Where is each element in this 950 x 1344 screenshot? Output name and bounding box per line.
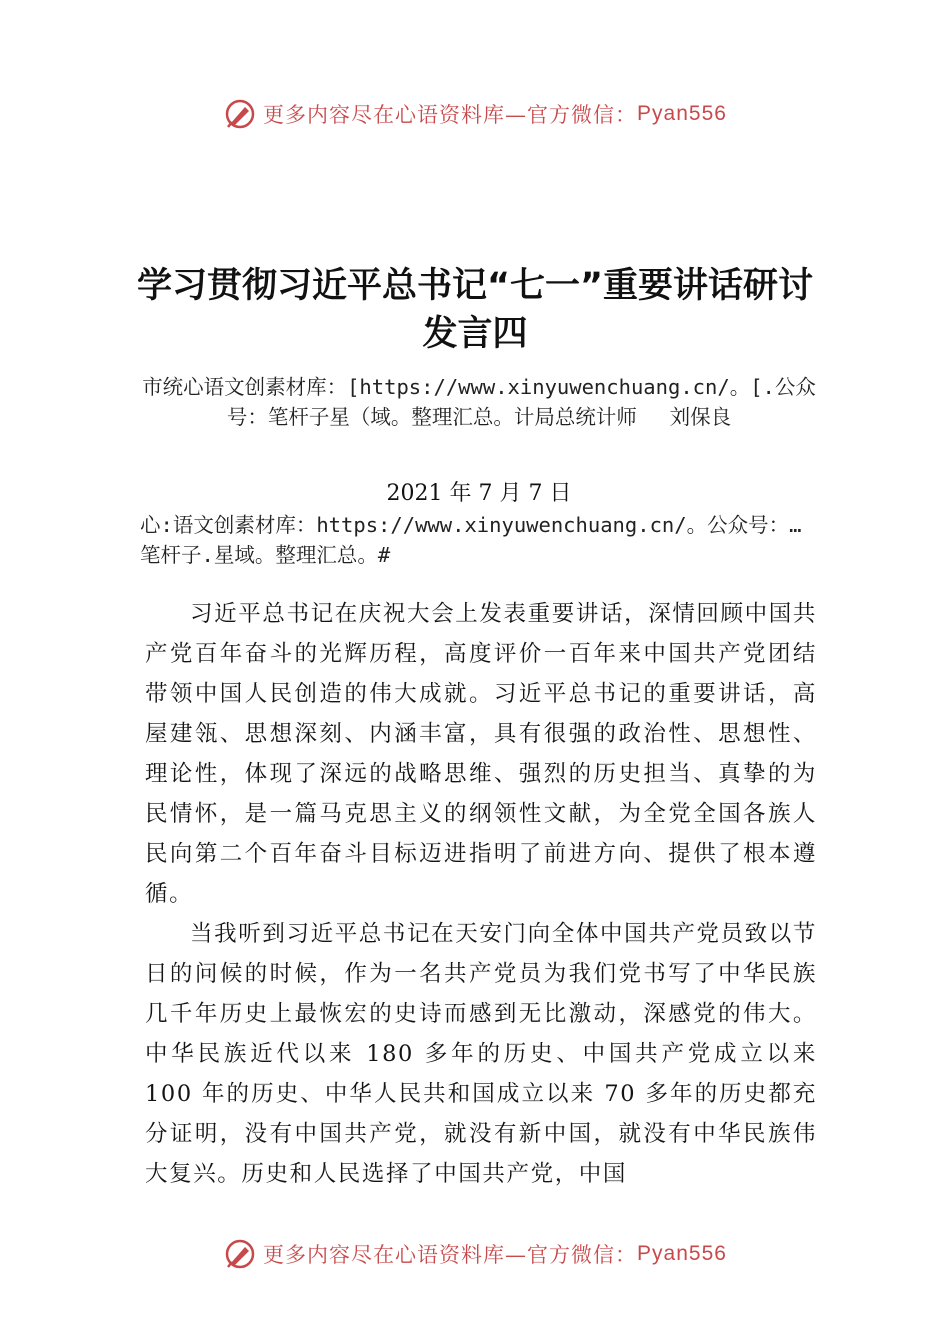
source-line: 心:语文创素材库：https://www.xinyuwenchuang.cn/。公众号：…笔杆子.星域。整理汇总。# [140,513,802,567]
document-title: 学习贯彻习近平总书记“七一”重要讲话研讨发言四 [136,266,813,354]
footer-wechat-id: Pyan556 [637,1242,727,1265]
footer-banner [0,1234,950,1274]
pen-nib-logo-icon [223,97,257,131]
paragraph: 习近平总书记在庆祝大会上发表重要讲话，深情回顾中国共产党百年奋斗的光辉历程，高度评价一百年来中国共产党团结带领中国人民创造的伟大成就。习近平总书记的重要讲话，高屋建瓴、思想深刻、内涵丰富，具有很强的政治性、思想性、理论性，体现了深远的战略思维、强烈的历史担当、真挚的为民情怀，是一篇马克思主义的纲领性文献，为全党全国各族人民向第二个百年奋斗目标迈进指明了前进方向、提供了根本遵循。 [145,601,817,907]
header-wechat-id: Pyan556 [637,102,727,125]
document-date: 2021 年 7 月 7 日 [386,481,572,506]
paragraph: 当我听到习近平总书记在天安门向全体中国共产党员致以节日的问候的时候，作为一名共产党员为我们党书写了中华民族几千年历史上最恢宏的史诗而感到无比激动，深感党的伟大。中华民族近代以来 180 多年的历史、中国共产党成立以来 100 年的历史、中华人民共和国成立以来 70 多年的历史都充分证明，没有中国共产党，就没有新中国，就没有中华民族伟大复兴。历史和人民选择了中国共产党，中国 [145,921,817,1187]
document-meta: 市统心语文创素材库：[https://www.xinyuwenchuang.cn/。[.公众号：笔杆子星（域。整理汇总。计局总统计师 刘保良 [142,375,816,429]
pen-nib-logo-icon [223,1237,257,1271]
document-body [145,594,817,1194]
header-banner-text: 更多内容尽在心语资料库—官方微信： [263,103,638,127]
header-banner [0,94,950,134]
footer-banner-text: 更多内容尽在心语资料库—官方微信： [263,1243,638,1267]
